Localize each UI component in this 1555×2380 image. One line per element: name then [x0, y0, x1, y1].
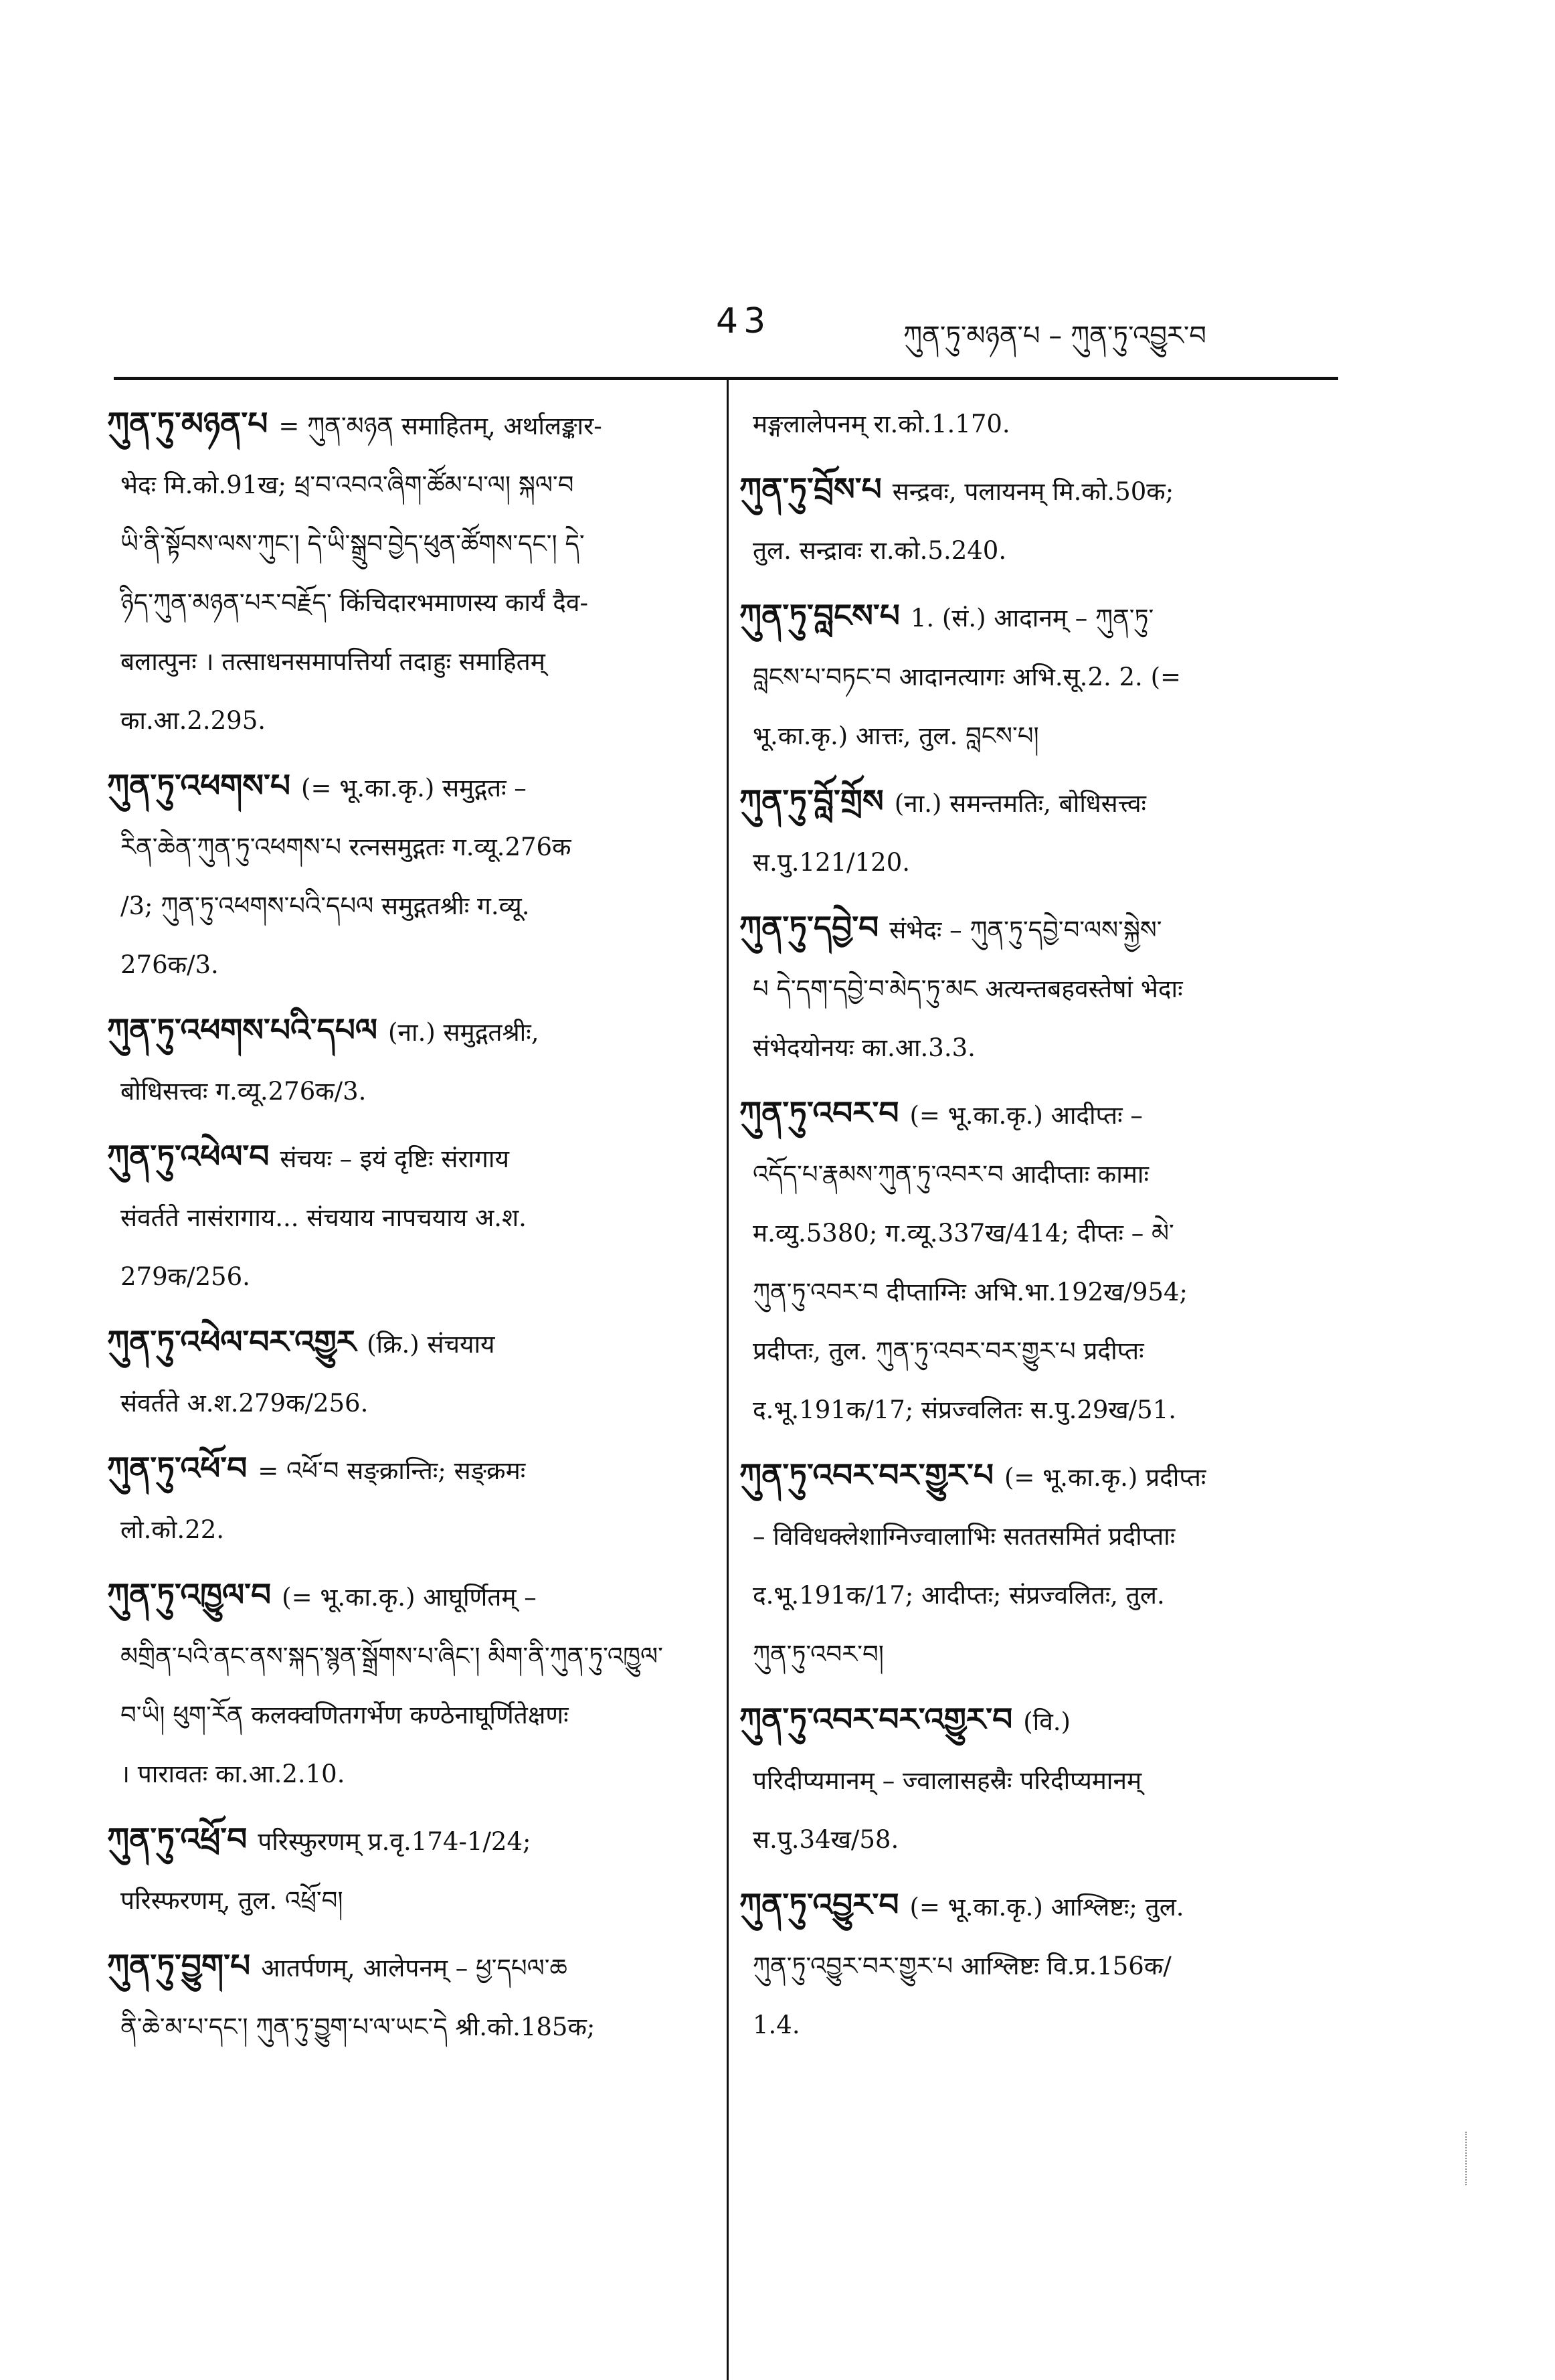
entry-headword: ཀུན་ཏུ་འབར་བར་གྱུར་པ	[739, 1457, 994, 1494]
entry-headword: ཀུན་ཏུ་བྲོས་པ	[739, 471, 882, 508]
dictionary-entry	[107, 1001, 696, 1121]
entry-first-line	[739, 1446, 1328, 1507]
entry-continuation-line: ཉིད་ཀུན་མཉན་པར་བརྗོད་ किंचिदारभमाणस्य कार्यं दैव-	[120, 588, 588, 617]
entry-headword: ཀུན་ཏུ་འཕེལ་བར་འགྱུར	[107, 1324, 357, 1361]
entry-headword: ཀུན་ཏུ་འཕགས་པ	[107, 768, 291, 804]
entry-definition: (= भू.का.कृ.) समुद्गतः –	[301, 774, 527, 802]
entry-first-line	[107, 757, 696, 818]
entry-continuation-line: – विविधक्लेशाग्निज्वालाभिः सततसमितं प्रदीप्ताः	[753, 1522, 1176, 1551]
entry-headword: ཀུན་ཏུ་འཕོ་བ	[107, 1450, 248, 1487]
entry-headword: ཀུན་ཏུ་བློ་གྲོས	[739, 783, 884, 820]
entry-continuation-line: बलात्पुनः । तत्साधनसमापत्तिर्या तदाहुः समाहितम्	[120, 647, 545, 676]
entry-headword: ཀུན་ཏུ་དབྱེ་བ	[739, 910, 879, 946]
dictionary-entry	[739, 587, 1328, 766]
entry-continuation-line: 1.4.	[753, 2011, 800, 2039]
entry-continuation-line: संवर्तते नासंरागाय... संचयाय नापचयाय अ.श.	[120, 1203, 527, 1232]
entry-definition: (ना.) समन्तमतिः, बोधिसत्त्वः	[894, 789, 1147, 818]
entry-definition: (= भू.का.कृ.) आदीप्तः –	[909, 1101, 1143, 1130]
left-column	[107, 395, 696, 2063]
entry-continuation-line: ཀུན་ཏུ་འབར་བ།	[753, 1640, 884, 1669]
entry-continuation-line: ཀུན་ཏུ་འབར་བ दीप्ताग्निः अभि.भा.192ख/954;	[753, 1278, 1188, 1306]
entry-definition: संचयः – इयं दृष्टिः संरागाय	[280, 1144, 509, 1173]
entry-definition: 1. (सं.) आदानम् – ཀུན་ཏུ་	[910, 604, 1154, 632]
entry-headword: ཀུན་ཏུ་འཕེལ་བ	[107, 1138, 270, 1175]
entry-continuation-line: རིན་ཆེན་ཀུན་ཏུ་འཕགས་པ रत्नसमुद्गतः ग.व्यू.276क	[120, 833, 571, 861]
column-divider	[727, 379, 729, 2380]
entry-continuation-line: म.व्यु.5380; ग.व्यू.337ख/414; दीप्तः – མེ་	[753, 1219, 1174, 1248]
entry-continuation-line: པ དེ་དག་དབྱེ་བ་མེད་ཏུ་མང अत्यन्तबहवस्तेषां भेदाः	[753, 974, 1183, 1003]
dictionary-entry	[107, 1937, 696, 2057]
entry-continuation-line: संभेदयोनयः का.आ.3.3.	[753, 1033, 976, 1062]
entry-continuation-line: परिस्फरणम्, तुल. འཕྲོ་བ།	[120, 1886, 343, 1915]
entry-continuation-line: स.पु.121/120.	[753, 848, 911, 877]
entry-continuation-line: तुल. सन्द्रावः रा.को.5.240.	[753, 536, 1007, 565]
entry-continuation-line: संवर्तते अ.श.279क/256.	[120, 1389, 369, 1418]
entry-continuation-line: प्रदीप्तः, तुल. ཀུན་ཏུ་འབར་བར་གྱུར་པ प्रदीप्तः	[753, 1337, 1144, 1365]
entry-definition: = འཕོ་བ सङ्क्रान्तिः; सङ्क्रमः	[258, 1456, 526, 1485]
right-column	[739, 395, 1328, 2061]
entry-first-line	[107, 1128, 696, 1189]
entry-first-line	[739, 772, 1328, 833]
entry-definition: सन्द्रवः, पलायनम् मि.को.50क;	[892, 477, 1174, 506]
entry-continuation-line: ཀུན་ཏུ་འབྱུར་བར་གྱུར་པ आश्लिष्टः वि.प्र.156क/	[753, 1952, 1172, 1980]
header-rule	[114, 377, 1338, 380]
running-head: ཀུན་ཏུ་མཉན་པ – ཀུན་ཏུ་འབྱུར་བ	[903, 321, 1206, 351]
entry-continuation-line: ནི་ཆེ་མ་པ་དང་། ཀུན་ཏུ་བྱུག་པ་ལ་ཡང་དེ श्री.को.185क;	[120, 2013, 596, 2041]
entry-first-line	[739, 587, 1328, 648]
entry-definition: आतर्पणम्, आलेपनम् – ཕྱ་དཔལ་ཆ	[261, 1954, 567, 1982]
entry-definition: (= भू.का.कृ.) प्रदीप्तः	[1004, 1463, 1206, 1492]
dictionary-entry	[739, 772, 1328, 892]
entry-continuation-line: ཡི་ནི་སྟོབས་ལས་ཀུང་། དེ་ཡི་སྒྲུབ་བྱེད་ཕུན་ཚོགས་དང་། དེ་	[120, 529, 585, 558]
entry-headword: ཀུན་ཏུ་འབར་བ	[739, 1095, 899, 1132]
entry-definition: (वि.)	[1023, 1707, 1071, 1736]
entry-continuation-line: भेदः मि.को.91ख; ཕྲ་བ་འབའ་ཞིག་ཚོམ་པ་ལ། སྐལ་བ	[120, 471, 574, 499]
entry-definition: (क्रि.) संचयाय	[367, 1330, 495, 1359]
entry-continuation-line: འདོད་པ་རྣམས་ཀུན་ཏུ་འབར་བ आदीप्ताः कामाः	[753, 1160, 1149, 1189]
dictionary-entry	[107, 1810, 696, 1930]
page-header	[114, 281, 1338, 381]
entry-definition: (= भू.का.कृ.) आश्लिष्टः; तुल.	[909, 1893, 1184, 1922]
dictionary-entry	[739, 1084, 1328, 1440]
dictionary-entry	[107, 1566, 696, 1804]
entry-continuation-line: 276क/3.	[120, 950, 219, 979]
entry-continuation-line: का.आ.2.295.	[120, 706, 266, 735]
entry-headword: ཀུན་ཏུ་འཕྲོ་བ	[107, 1821, 248, 1858]
dictionary-entry	[739, 1876, 1328, 2055]
dictionary-entry	[107, 1128, 696, 1306]
entry-first-line	[107, 395, 696, 456]
dictionary-entry	[739, 1691, 1328, 1869]
dictionary-entry	[107, 757, 696, 995]
entry-first-line	[739, 460, 1328, 521]
entry-first-line	[739, 1876, 1328, 1937]
entry-continuation-line: । पारावतः का.आ.2.10.	[120, 1760, 345, 1788]
entry-continuation-line: द.भू.191क/17; संप्रज्वलितः स.पु.29ख/51.	[753, 1395, 1176, 1424]
entry-headword: ཀུན་ཏུ་བླངས་པ	[739, 598, 900, 634]
entry-continuation-line: བླངས་པ་བཏང་བ आदानत्यागः अभि.सू.2. 2. (=	[753, 663, 1182, 691]
entry-first-line	[739, 1691, 1328, 1752]
entry-continuation-line: བ་ཡི། ཕུག་རོན कलक्वणितगर्भेण कण्ठेनाघूर्णितेक्षणः	[120, 1701, 569, 1729]
dictionary-entry	[107, 395, 696, 750]
entry-continuation-line: लो.को.22.	[120, 1515, 225, 1544]
entry-headword: ཀུན་ཏུ་མཉན་པ	[107, 406, 268, 442]
dictionary-entry	[739, 395, 1328, 454]
entry-first-line	[107, 1937, 696, 1998]
entry-continuation-line: /3; ཀུན་ཏུ་འཕགས་པའི་དཔལ समुद्गतश्रीः ग.व्यू.	[120, 891, 530, 920]
page-number: 43	[716, 301, 771, 341]
dictionary-entry	[107, 1440, 696, 1559]
entry-continuation-line: स.पु.34ख/58.	[753, 1825, 899, 1854]
entry-continuation-line: 279क/256.	[120, 1262, 250, 1291]
dictionary-entry	[107, 1313, 696, 1433]
dictionary-entry	[739, 1446, 1328, 1684]
entry-headword: ཀུན་ཏུ་འབར་བར་འགྱུར་བ	[739, 1701, 1013, 1738]
entry-headword: ཀུན་ཏུ་འཁྱུལ་བ	[107, 1577, 272, 1614]
entry-definition: = ཀུན་མཉན समाहितम्, अर्थालङ्कार-	[278, 412, 602, 440]
entry-first-line	[107, 1440, 696, 1501]
entry-headword: ཀུན་ཏུ་འཕགས་པའི་དཔལ	[107, 1012, 378, 1049]
dictionary-entry	[739, 899, 1328, 1078]
entry-first-line	[739, 899, 1328, 960]
entry-first-line	[107, 1001, 696, 1062]
entry-definition: (ना.) समुद्गतश्रीः,	[388, 1018, 539, 1047]
entry-continuation-line: बोधिसत्त्वः ग.व्यू.276क/3.	[120, 1077, 367, 1106]
entry-definition: परिस्फुरणम् प्र.वृ.174-1/24;	[258, 1827, 531, 1856]
entry-continuation-line: मङ्गलालेपनम् रा.को.1.170.	[753, 410, 1010, 438]
entry-continuation-line: द.भू.191क/17; आदीप्तः; संप्रज्वलितः, तुल.	[753, 1581, 1165, 1610]
entry-continuation-line: མགྲིན་པའི་ནང་ནས་སྐད་སྙན་སྒྲོགས་པ་ཞིང་། མིག་ནི་ཀུན་ཏུ་འཁྱུལ་	[120, 1642, 663, 1671]
entry-first-line	[107, 1313, 696, 1374]
dictionary-entry	[739, 460, 1328, 580]
margin-marks	[1465, 2132, 1471, 2185]
entry-first-line	[739, 1084, 1328, 1145]
entry-headword: ཀུན་ཏུ་བྱུག་པ	[107, 1948, 251, 1984]
entry-first-line	[107, 1566, 696, 1627]
entry-definition: संभेदः – ཀུན་ཏུ་དབྱེ་བ་ལས་སྐྱེས་	[889, 916, 1162, 944]
entry-continuation-line: भू.का.कृ.) आत्तः, तुल. བླངས་པ།	[753, 721, 1039, 750]
entry-first-line	[107, 1810, 696, 1871]
entry-headword: ཀུན་ཏུ་འབྱུར་བ	[739, 1887, 899, 1924]
entry-definition: (= भू.का.कृ.) आघूर्णितम् –	[282, 1583, 537, 1612]
entry-continuation-line: परिदीप्यमानम् – ज्वालासहस्रैः परिदीप्यमानम्	[753, 1766, 1142, 1795]
